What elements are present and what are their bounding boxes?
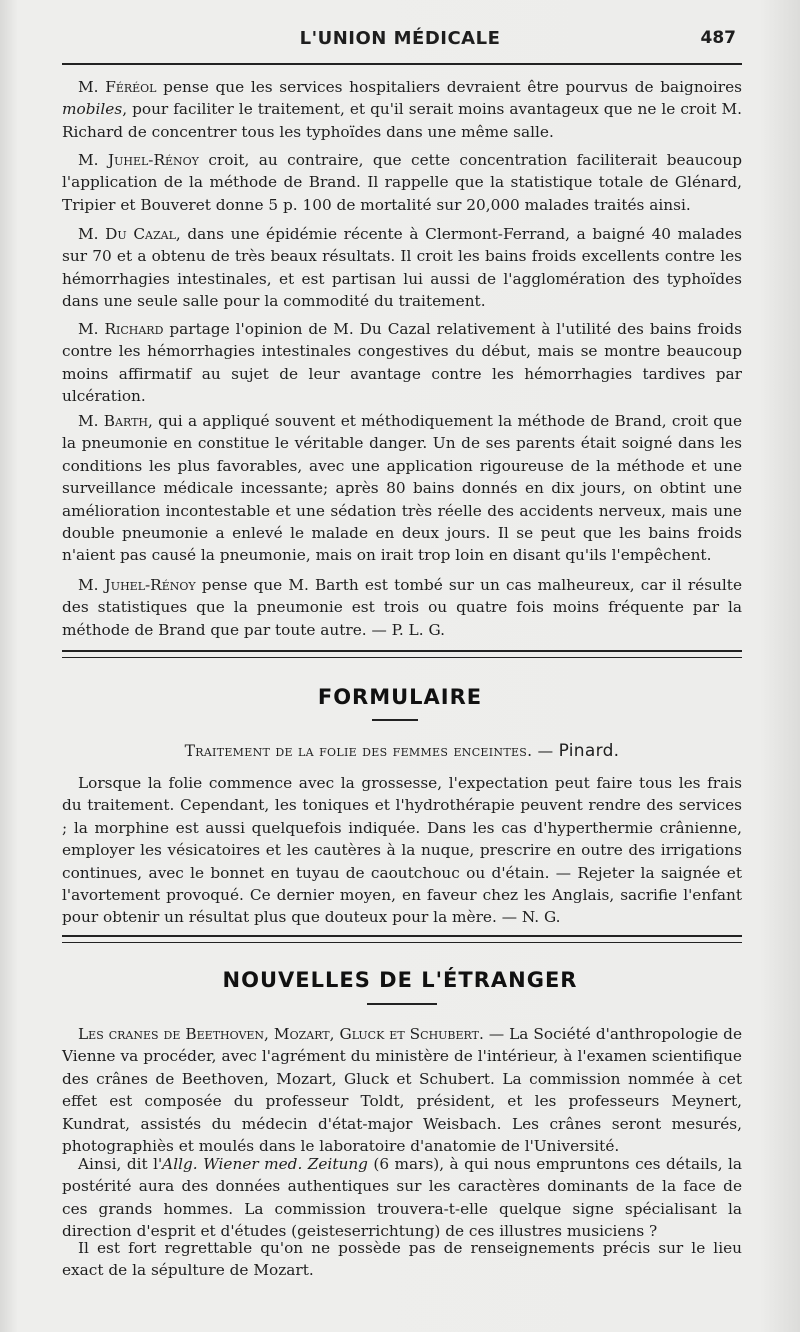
subhead-label: Traitement de la folie des femmes enceintes. — (184, 742, 559, 760)
formulaire-subhead (62, 741, 742, 761)
speaker-name: M. Richard (78, 320, 164, 338)
section-divider (62, 935, 742, 943)
subhead-author: Pinard. (558, 741, 620, 761)
paragraph-text: Il est fort regrettable qu'on ne possède pas de renseignements précis sur le lieu exact de la sépulture de Mozart. (62, 1239, 742, 1280)
paragraph-text: croit, au contraire, que cette concentration faciliterait beaucoup l'application de la méthode de Brand. Il rappelle que la statistique totale de Glénard, Tripier et Bouveret donne 5 p. 100 de mortalité sur 20,000 malades traités ainsi. (62, 151, 742, 214)
paragraph-text: Ainsi, dit l' (78, 1155, 163, 1173)
running-title: L'UNION MÉDICALE (299, 28, 501, 49)
discussion-paragraph-6 (62, 574, 742, 641)
speaker-name: M. Juhel-Rénoy (78, 151, 199, 169)
speaker-name: M. Du Cazal (78, 225, 176, 243)
nouvelles-paragraph-1 (62, 1023, 742, 1157)
discussion-paragraph-2 (62, 149, 742, 216)
title-underline (367, 1003, 437, 1005)
paragraph-text: pense que les services hospitaliers devraient être pourvus de baignoires (156, 78, 742, 96)
formulaire-paragraph (62, 772, 742, 929)
nouvelles-paragraph-2 (62, 1153, 742, 1243)
page-header (60, 28, 740, 58)
italic-term: mobiles (62, 100, 123, 119)
title-underline (372, 719, 418, 721)
discussion-paragraph-3 (62, 223, 742, 313)
journal-title: Allg. Wiener med. Zeitung (162, 1155, 368, 1173)
discussion-paragraph-5 (62, 410, 742, 567)
paragraph-text: , dans une épidémie récente à Clermont-Ferrand, a baigné 40 malades sur 70 et a obtenu de très beaux résultats. Il croit les bains froids excellents contre les hémorrhagies intestinales, et est partisan lui aussi de l'agglomération des typhoïdes dans une seule salle pour la commodité du traitement. (62, 225, 742, 311)
speaker-name: M. Juhel-Rénoy (78, 576, 196, 594)
nouvelles-paragraph-3 (62, 1237, 742, 1282)
page-number: 487 (700, 28, 736, 48)
section-divider (62, 650, 742, 658)
section-title-formulaire: FORMULAIRE (317, 685, 483, 709)
paragraph-text: partage l'opinion de M. Du Cazal relativement à l'utilité des bains froids contre les hémorrhagies intestinales congestives du début, mais se montre beaucoup moins affirmatif au sujet de leur avantage contre les hémorrhagies tardives par ulcération. (62, 320, 743, 406)
paragraph-text: — La Société d'anthropologie de Vienne va procéder, avec l'agrément du ministère de l'intérieur, à l'examen scientifique des crânes de Beethoven, Mozart, Gluck et Schubert. La commission nommée à cet effet est composée du professeur Toldt, président, et les professeurs Meynert, Kundrat, assistés du médecin d'état-major Weisbach. Les crânes seront mesurés, photographiès et moulés dans le laboratoire d'anatomie de l'Université. (62, 1025, 742, 1156)
paragraph-text: , qui a appliqué souvent et méthodiquement la méthode de Brand, croit que la pneumonie en constitue le véritable danger. Un de ses parents était soigné dans les conditions les plus favorables, avec une application rigoureuse de la méthode et une surveillance médicale incessante; après 80 bains donnés en dix jours, on obtint une amélioration incontestable et une sédation très réelle des accidents nerveux, mais une double pneumonie a enlevé le malade en deux jours. Il se peut que les bains froids n'aient pas causé la pneumonie, mais on irait trop loin en disant qu'ils l'empêchent. (62, 412, 742, 565)
section-title-nouvelles: NOUVELLES DE L'ÉTRANGER (222, 968, 578, 992)
article-heading: Les cranes de Beethoven, Mozart, Gluck et Schubert. (78, 1025, 484, 1043)
discussion-paragraph-4 (62, 318, 742, 408)
paragraph-text: (6 mars), à qui nous empruntons ces détails, la postérité aura des données authentiques sur les caractères dominants de la face de ces grands hommes. La commission trouvera-t-elle quelque signe spécialisant la direction d'esprit et d'études (geisteserrichtung) de ces illustres musiciens ? (62, 1155, 742, 1241)
header-rule (62, 63, 742, 65)
discussion-paragraph-1 (62, 76, 742, 143)
speaker-name: M. Féréol (78, 78, 157, 96)
speaker-name: M. Barth (78, 412, 149, 430)
paragraph-text: pense que M. Barth est tombé sur un cas malheureux, car il résulte des statistiques que la pneumonie est trois ou quatre fois moins fréquente par la méthode de Brand que par toute autre. — P. L. G. (62, 576, 743, 639)
paragraph-text: Lorsque la folie commence avec la grossesse, l'expectation peut faire tous les frais du traitement. Cependant, les toniques et l'hydrothérapie peuvent rendre des services ; la morphine est aussi quelquefois indiquée. Dans les cas d'hyperthermie crânienne, employer les vésicatoires et les cautères à la nuque, prescrire en outre des irrigations continues, avec le bonnet en tuyau de caoutchouc ou d'étain. — Rejeter la saignée et l'avortement provoqué. Ce dernier moyen, en faveur chez les Anglais, sacrifie l'enfant pour obtenir un résultat plus que douteux pour la mère. — N. G. (62, 774, 742, 927)
paragraph-text: , pour faciliter le traitement, et qu'il serait moins avantageux que ne le croit M. Richard de concentrer tous les typhoïdes dans une même salle. (62, 100, 742, 141)
